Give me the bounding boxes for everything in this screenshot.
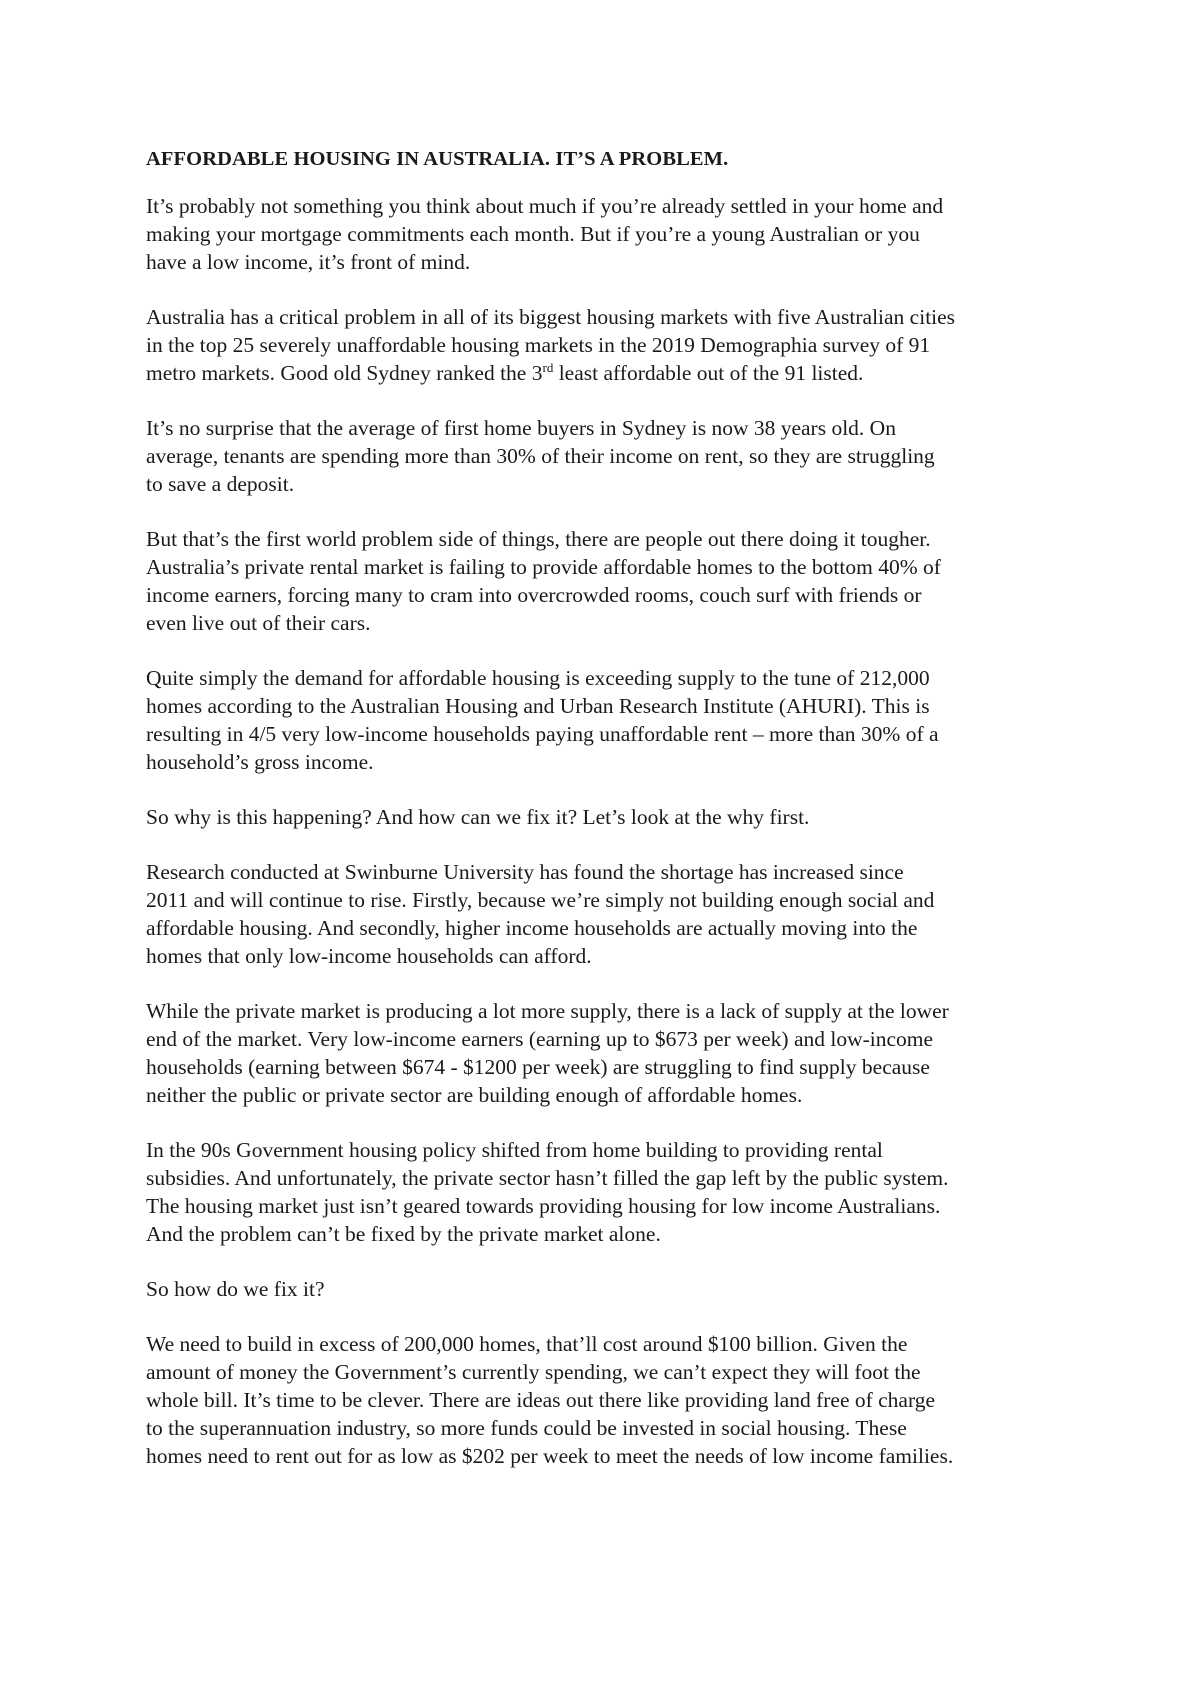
text-line: household’s gross income. <box>146 750 374 774</box>
paragraph <box>146 803 1070 831</box>
text-line: So how do we fix it? <box>146 1277 325 1301</box>
paragraph <box>146 1275 1070 1303</box>
text-segment: least affordable out of the 91 listed. <box>553 361 864 385</box>
text-line: homes that only low-income households can afford. <box>146 944 592 968</box>
text-line: even live out of their cars. <box>146 611 371 635</box>
text-line: And the problem can’t be fixed by the private market alone. <box>146 1222 661 1246</box>
text-line: whole bill. It’s time to be clever. There are ideas out there like providing land free of charge <box>146 1388 936 1412</box>
paragraph <box>146 303 1070 387</box>
text-line: 2011 and will continue to rise. Firstly, because we’re simply not building enough social and <box>146 888 935 912</box>
text-line: in the top 25 severely unaffordable housing markets in the 2019 Demographia survey of 91 <box>146 333 931 357</box>
text-line: It’s probably not something you think about much if you’re already settled in your home and <box>146 194 944 218</box>
text-line: neither the public or private sector are building enough of affordable homes. <box>146 1083 803 1107</box>
text-line: have a low income, it’s front of mind. <box>146 250 471 274</box>
text-line: Australia’s private rental market is failing to provide affordable homes to the bottom 40% of <box>146 555 941 579</box>
text-line: to the superannuation industry, so more funds could be invested in social housing. These <box>146 1416 907 1440</box>
paragraph <box>146 414 1070 498</box>
paragraph <box>146 664 1070 776</box>
text-line: Australia has a critical problem in all of its biggest housing markets with five Australian cities <box>146 305 956 329</box>
text-line: In the 90s Government housing policy shifted from home building to providing rental <box>146 1138 883 1162</box>
text-line: affordable housing. And secondly, higher income households are actually moving into the <box>146 916 918 940</box>
text-line: making your mortgage commitments each month. But if you’re a young Australian or you <box>146 222 920 246</box>
text-line: We need to build in excess of 200,000 homes, that’ll cost around $100 billion. Given the <box>146 1332 908 1356</box>
text-line: Quite simply the demand for affordable housing is exceeding supply to the tune of 212,000 <box>146 666 930 690</box>
paragraph <box>146 1136 1070 1248</box>
document-body <box>146 192 1070 1470</box>
text-line: Research conducted at Swinburne University has found the shortage has increased since <box>146 860 904 884</box>
document-title: AFFORDABLE HOUSING IN AUSTRALIA. IT’S A PROBLEM. <box>146 148 729 170</box>
text-line: amount of money the Government’s currently spending, we can’t expect they will foot the <box>146 1360 921 1384</box>
ordinal-superscript: rd <box>542 360 554 375</box>
paragraph <box>146 997 1070 1109</box>
text-line: subsidies. And unfortunately, the private sector hasn’t filled the gap left by the public system. <box>146 1166 949 1190</box>
text-line: homes need to rent out for as low as $202 per week to meet the needs of low income families. <box>146 1444 954 1468</box>
text-line <box>146 359 1070 387</box>
text-line: It’s no surprise that the average of first home buyers in Sydney is now 38 years old. On <box>146 416 896 440</box>
text-line: So why is this happening? And how can we fix it? Let’s look at the why first. <box>146 805 810 829</box>
text-line: to save a deposit. <box>146 472 295 496</box>
text-line: While the private market is producing a lot more supply, there is a lack of supply at the lower <box>146 999 949 1023</box>
paragraph <box>146 858 1070 970</box>
text-line: income earners, forcing many to cram into overcrowded rooms, couch surf with friends or <box>146 583 922 607</box>
text-line: end of the market. Very low-income earners (earning up to $673 per week) and low-income <box>146 1027 934 1051</box>
text-line: resulting in 4/5 very low-income households paying unaffordable rent – more than 30% of a <box>146 722 939 746</box>
text-line: The housing market just isn’t geared towards providing housing for low income Australians. <box>146 1194 941 1218</box>
paragraph <box>146 192 1070 276</box>
paragraph <box>146 1330 1070 1470</box>
text-line: homes according to the Australian Housing and Urban Research Institute (AHURI). This is <box>146 694 930 718</box>
paragraph <box>146 525 1070 637</box>
text-line: households (earning between $674 - $1200 per week) are struggling to find supply because <box>146 1055 930 1079</box>
text-segment: metro markets. Good old Sydney ranked the 3 <box>146 361 543 385</box>
text-line: average, tenants are spending more than 30% of their income on rent, so they are struggling <box>146 444 935 468</box>
text-line: But that’s the first world problem side of things, there are people out there doing it tougher. <box>146 527 931 551</box>
